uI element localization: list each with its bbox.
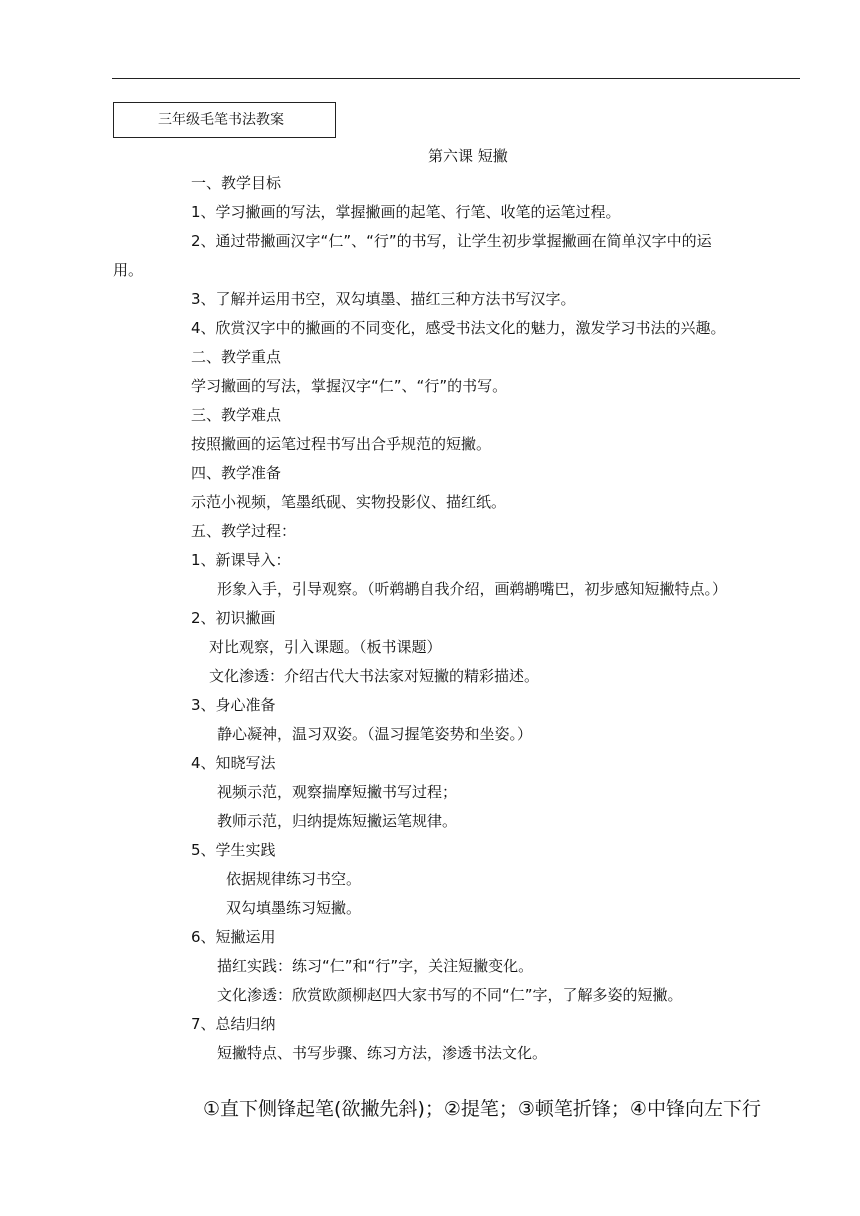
difficulties-text: 按照撇画的运笔过程书写出合乎规范的短撇。 <box>191 435 492 453</box>
process-step-detail: 描红实践：练习“仁”和“行”字，关注短撇变化。 <box>217 957 534 975</box>
section-heading-objectives: 一、教学目标 <box>191 174 282 192</box>
objective-item: 3、了解并运用书空，双勾填墨、描红三种方法书写汉字。 <box>191 290 576 308</box>
section-heading-process: 五、教学过程： <box>191 522 297 540</box>
process-step-detail: 形象入手，引导观察。（听鹈鹕自我介绍，画鹈鹕嘴巴，初步感知短撇特点。） <box>217 580 728 598</box>
process-step-heading: 3、身心准备 <box>191 696 276 714</box>
section-heading-preparation: 四、教学准备 <box>191 464 282 482</box>
lesson-title: 第六课 短撇 <box>428 147 508 165</box>
process-step-detail: 文化渗透：欣赏欧颜柳赵四大家书写的不同“仁”字，了解多姿的短撇。 <box>217 986 683 1004</box>
process-step-detail: 对比观察，引入课题。（板书课题） <box>209 638 442 656</box>
key-points-text: 学习撇画的写法，掌握汉字“仁”、“行”的书写。 <box>191 377 508 395</box>
header-rule <box>112 78 800 79</box>
objective-item: 1、学习撇画的写法，掌握撇画的起笔、行笔、收笔的运笔过程。 <box>191 203 621 221</box>
process-step-detail: 文化渗透：介绍古代大书法家对短撇的精彩描述。 <box>209 667 540 685</box>
section-heading-difficulties: 三、教学难点 <box>191 406 282 424</box>
process-step-detail: 视频示范，观察揣摩短撇书写过程； <box>217 783 458 801</box>
process-step-detail: 双勾填墨练习短撇。 <box>226 899 362 917</box>
process-step-heading: 4、知晓写法 <box>191 754 276 772</box>
process-step-heading: 6、短撇运用 <box>191 928 276 946</box>
process-step-heading: 2、初识撇画 <box>191 609 276 627</box>
section-heading-key-points: 二、教学重点 <box>191 348 282 366</box>
process-step-detail: 依据规律练习书空。 <box>226 870 362 888</box>
grade-title-box: 三年级毛笔书法教案 <box>113 102 336 138</box>
process-step-heading: 5、学生实践 <box>191 841 276 859</box>
preparation-text: 示范小视频，笔墨纸砚、实物投影仪、描红纸。 <box>191 493 507 511</box>
objective-item: 2、通过带撇画汉字“仁”、“行”的书写，让学生初步掌握撇画在简单汉字中的运 <box>191 232 712 250</box>
process-step-heading: 1、新课导入： <box>191 551 291 569</box>
process-step-detail: 教师示范，归纳提炼短撇运笔规律。 <box>217 812 458 830</box>
objective-item-continued: 用。 <box>113 261 144 279</box>
objective-item: 4、欣赏汉字中的撇画的不同变化，感受书法文化的魅力，激发学习书法的兴趣。 <box>191 319 726 337</box>
process-step-heading: 7、总结归纳 <box>191 1015 276 1033</box>
stroke-steps-text: ①直下侧锋起笔(欲撇先斜)；②提笔；③顿笔折锋；④中锋向左下行 <box>203 1098 761 1120</box>
process-step-detail: 静心凝神，温习双姿。（温习握笔姿势和坐姿。） <box>217 725 533 743</box>
process-step-detail: 短撇特点、书写步骤、练习方法，渗透书法文化。 <box>217 1044 548 1062</box>
